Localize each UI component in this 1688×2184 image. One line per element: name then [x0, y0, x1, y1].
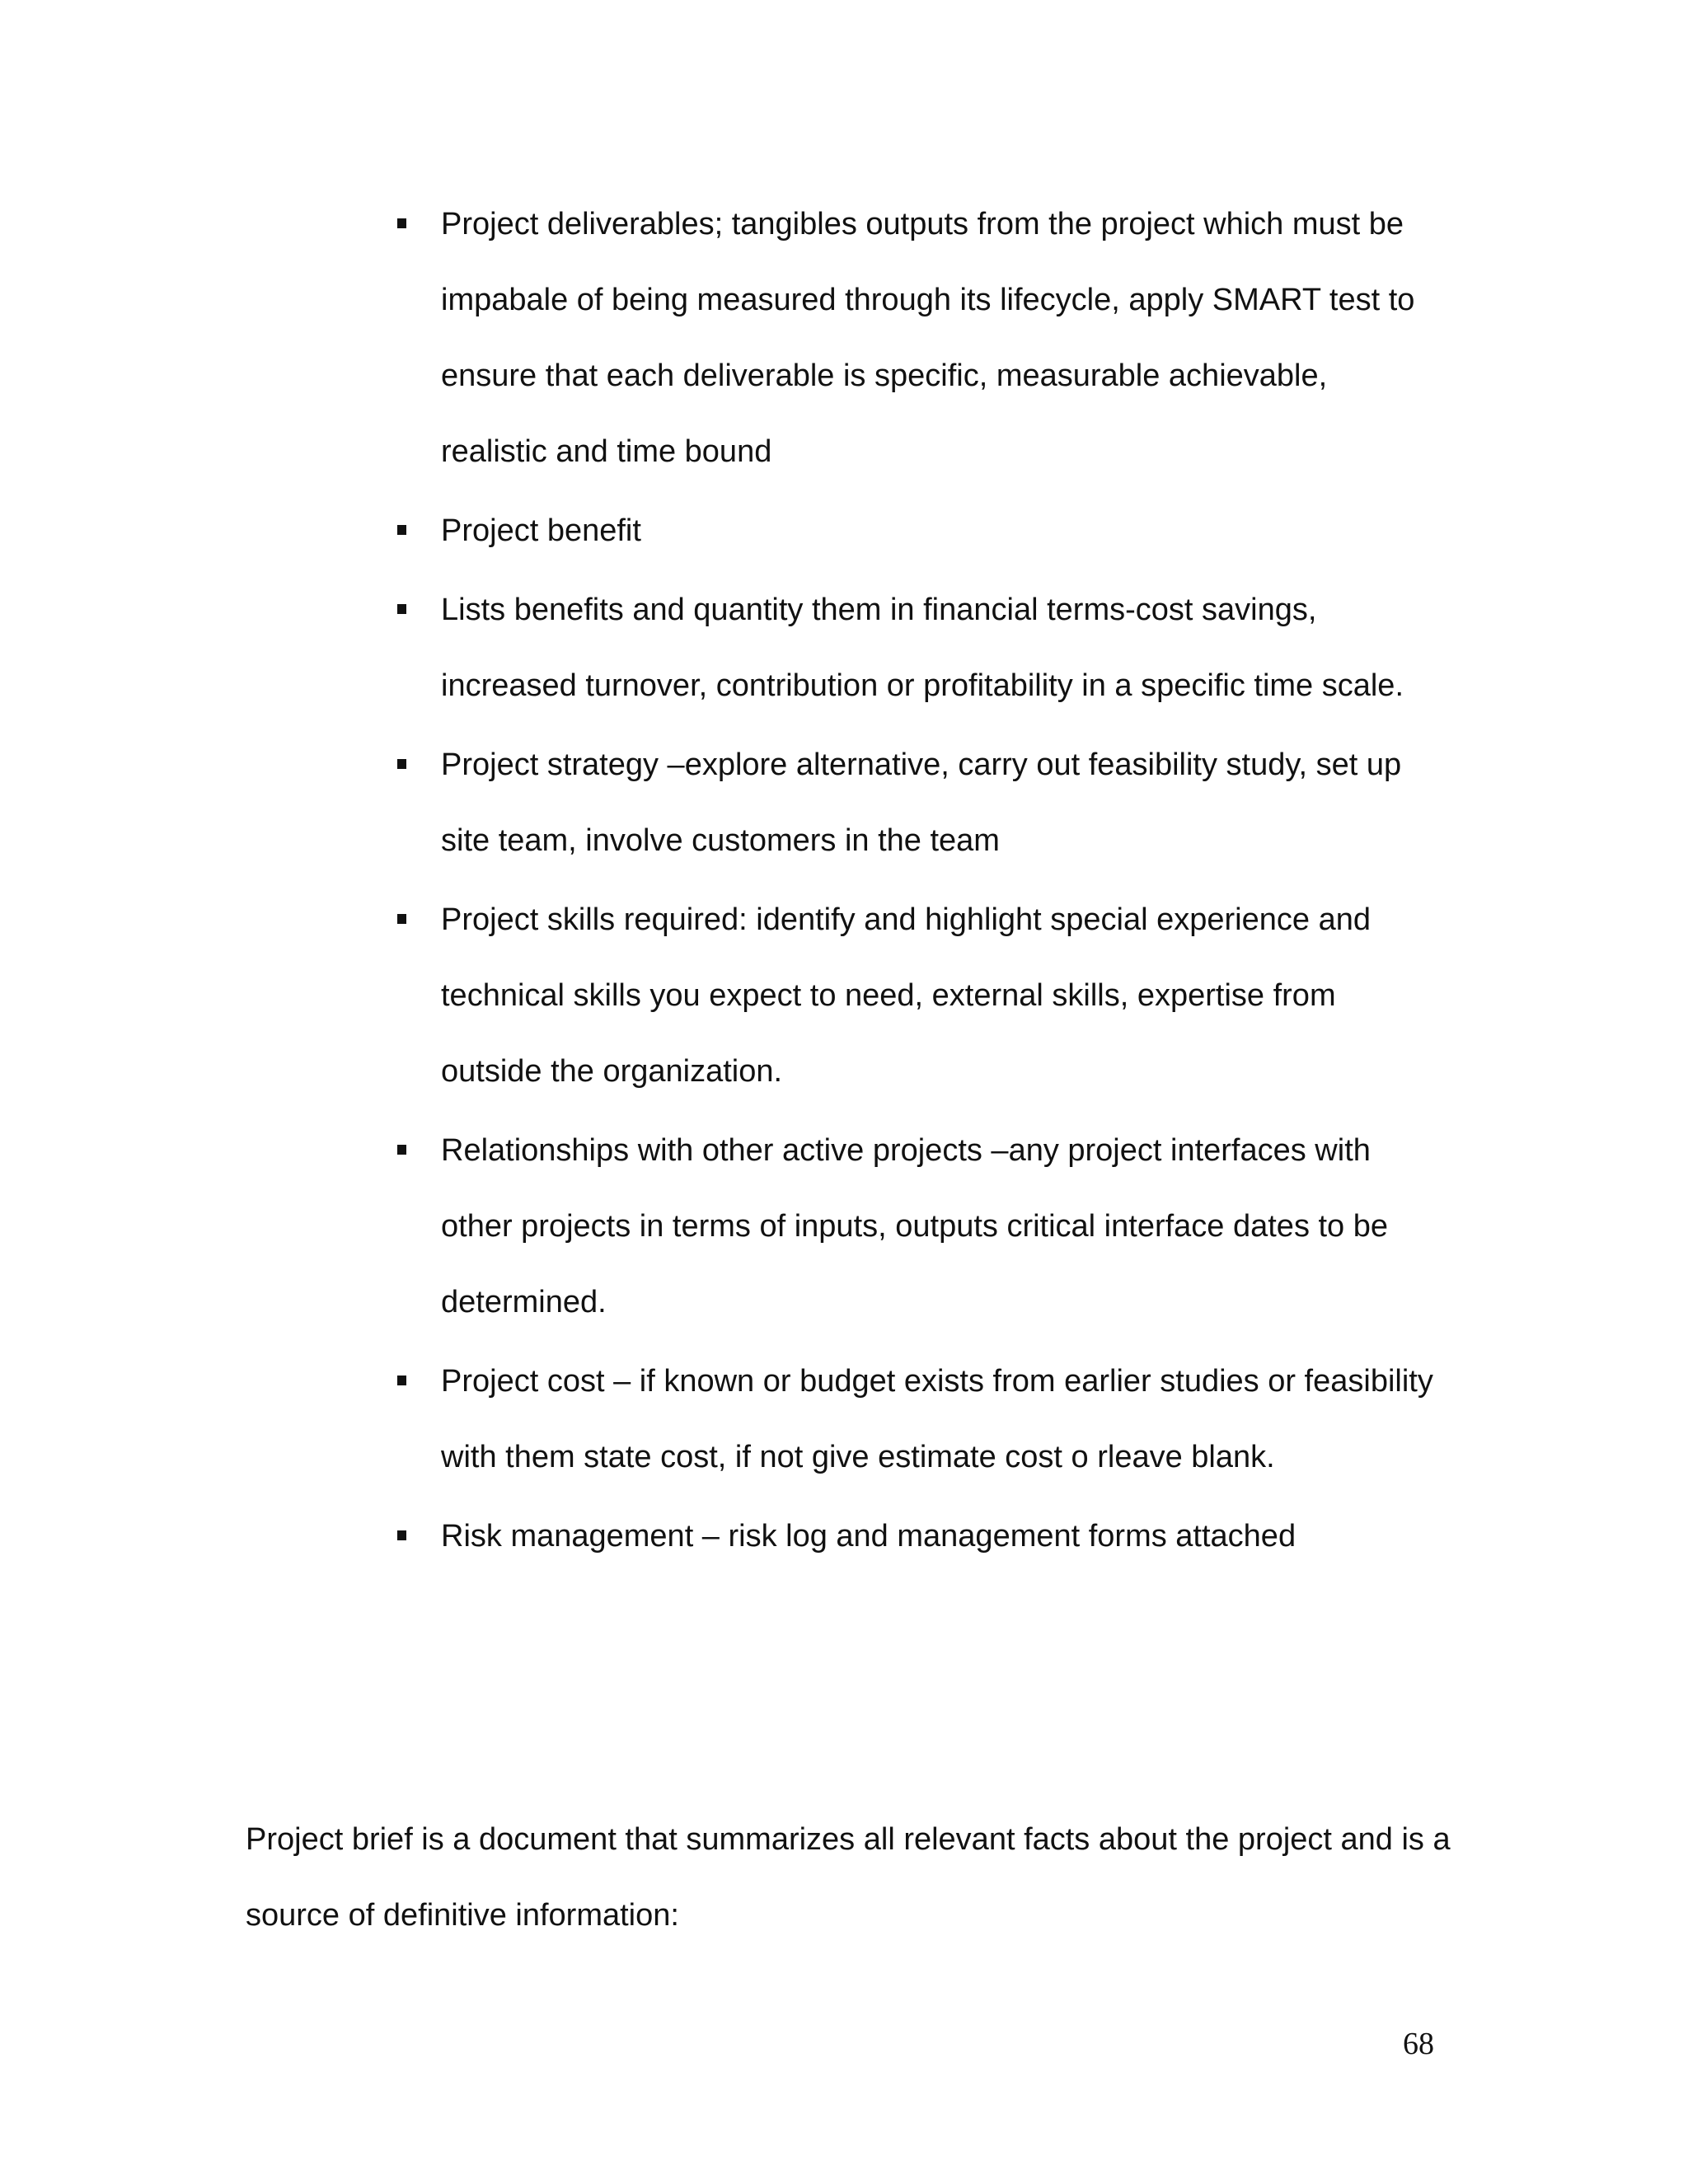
list-item-project-cost: [394, 1343, 1441, 1495]
list-item-project-strategy: [394, 727, 1441, 879]
square-bullet-icon: [397, 1145, 406, 1155]
list-item-text: Lists benefits and quantity them in financial terms-cost savings, increased turnover, contribution or profitability in a specific time scale.: [441, 593, 1404, 703]
list-item-text: Project benefit: [441, 513, 641, 548]
list-item-text: Project deliverables; tangibles outputs from the project which must be impabale of being measured through its lifecycle, apply SMART test to ensure that each deliverable is specific, measurable achievable, realistic and time bound: [441, 207, 1415, 469]
square-bullet-icon: [397, 1530, 406, 1540]
bullet-list: [394, 186, 1441, 1577]
list-item-relationships: [394, 1113, 1441, 1340]
square-bullet-icon: [397, 759, 406, 769]
project-brief-paragraph: Project brief is a document that summarizes all relevant facts about the project and is a source of definitive information:: [246, 1822, 1451, 1933]
square-bullet-icon: [397, 604, 406, 614]
list-item-text: Project strategy –explore alternative, carry out feasibility study, set up site team, involve customers in the team: [441, 748, 1402, 858]
list-item-text: Risk management – risk log and management forms attached: [441, 1519, 1296, 1554]
square-bullet-icon: [397, 525, 406, 535]
list-item-text: Project skills required: identify and highlight special experience and technical skills you expect to need, external skills, expertise from outside the organization.: [441, 902, 1371, 1089]
list-item-project-skills: [394, 882, 1441, 1109]
list-item-text: Relationships with other active projects –any project interfaces with other projects in terms of inputs, outputs critical interface dates to be determined.: [441, 1133, 1389, 1319]
square-bullet-icon: [397, 914, 406, 924]
page-number: 68: [1403, 2027, 1434, 2061]
list-item-benefits-financial-terms: [394, 572, 1441, 724]
list-item-text: Project cost – if known or budget exists from earlier studies or feasibility with them state cost, if not give estimate cost o rleave blank.: [441, 1364, 1433, 1474]
square-bullet-icon: [397, 1376, 406, 1385]
list-item-project-benefit: [394, 493, 1441, 569]
list-item-project-deliverables: [394, 186, 1441, 490]
square-bullet-icon: [397, 218, 406, 228]
list-item-risk-management: [394, 1498, 1441, 1574]
